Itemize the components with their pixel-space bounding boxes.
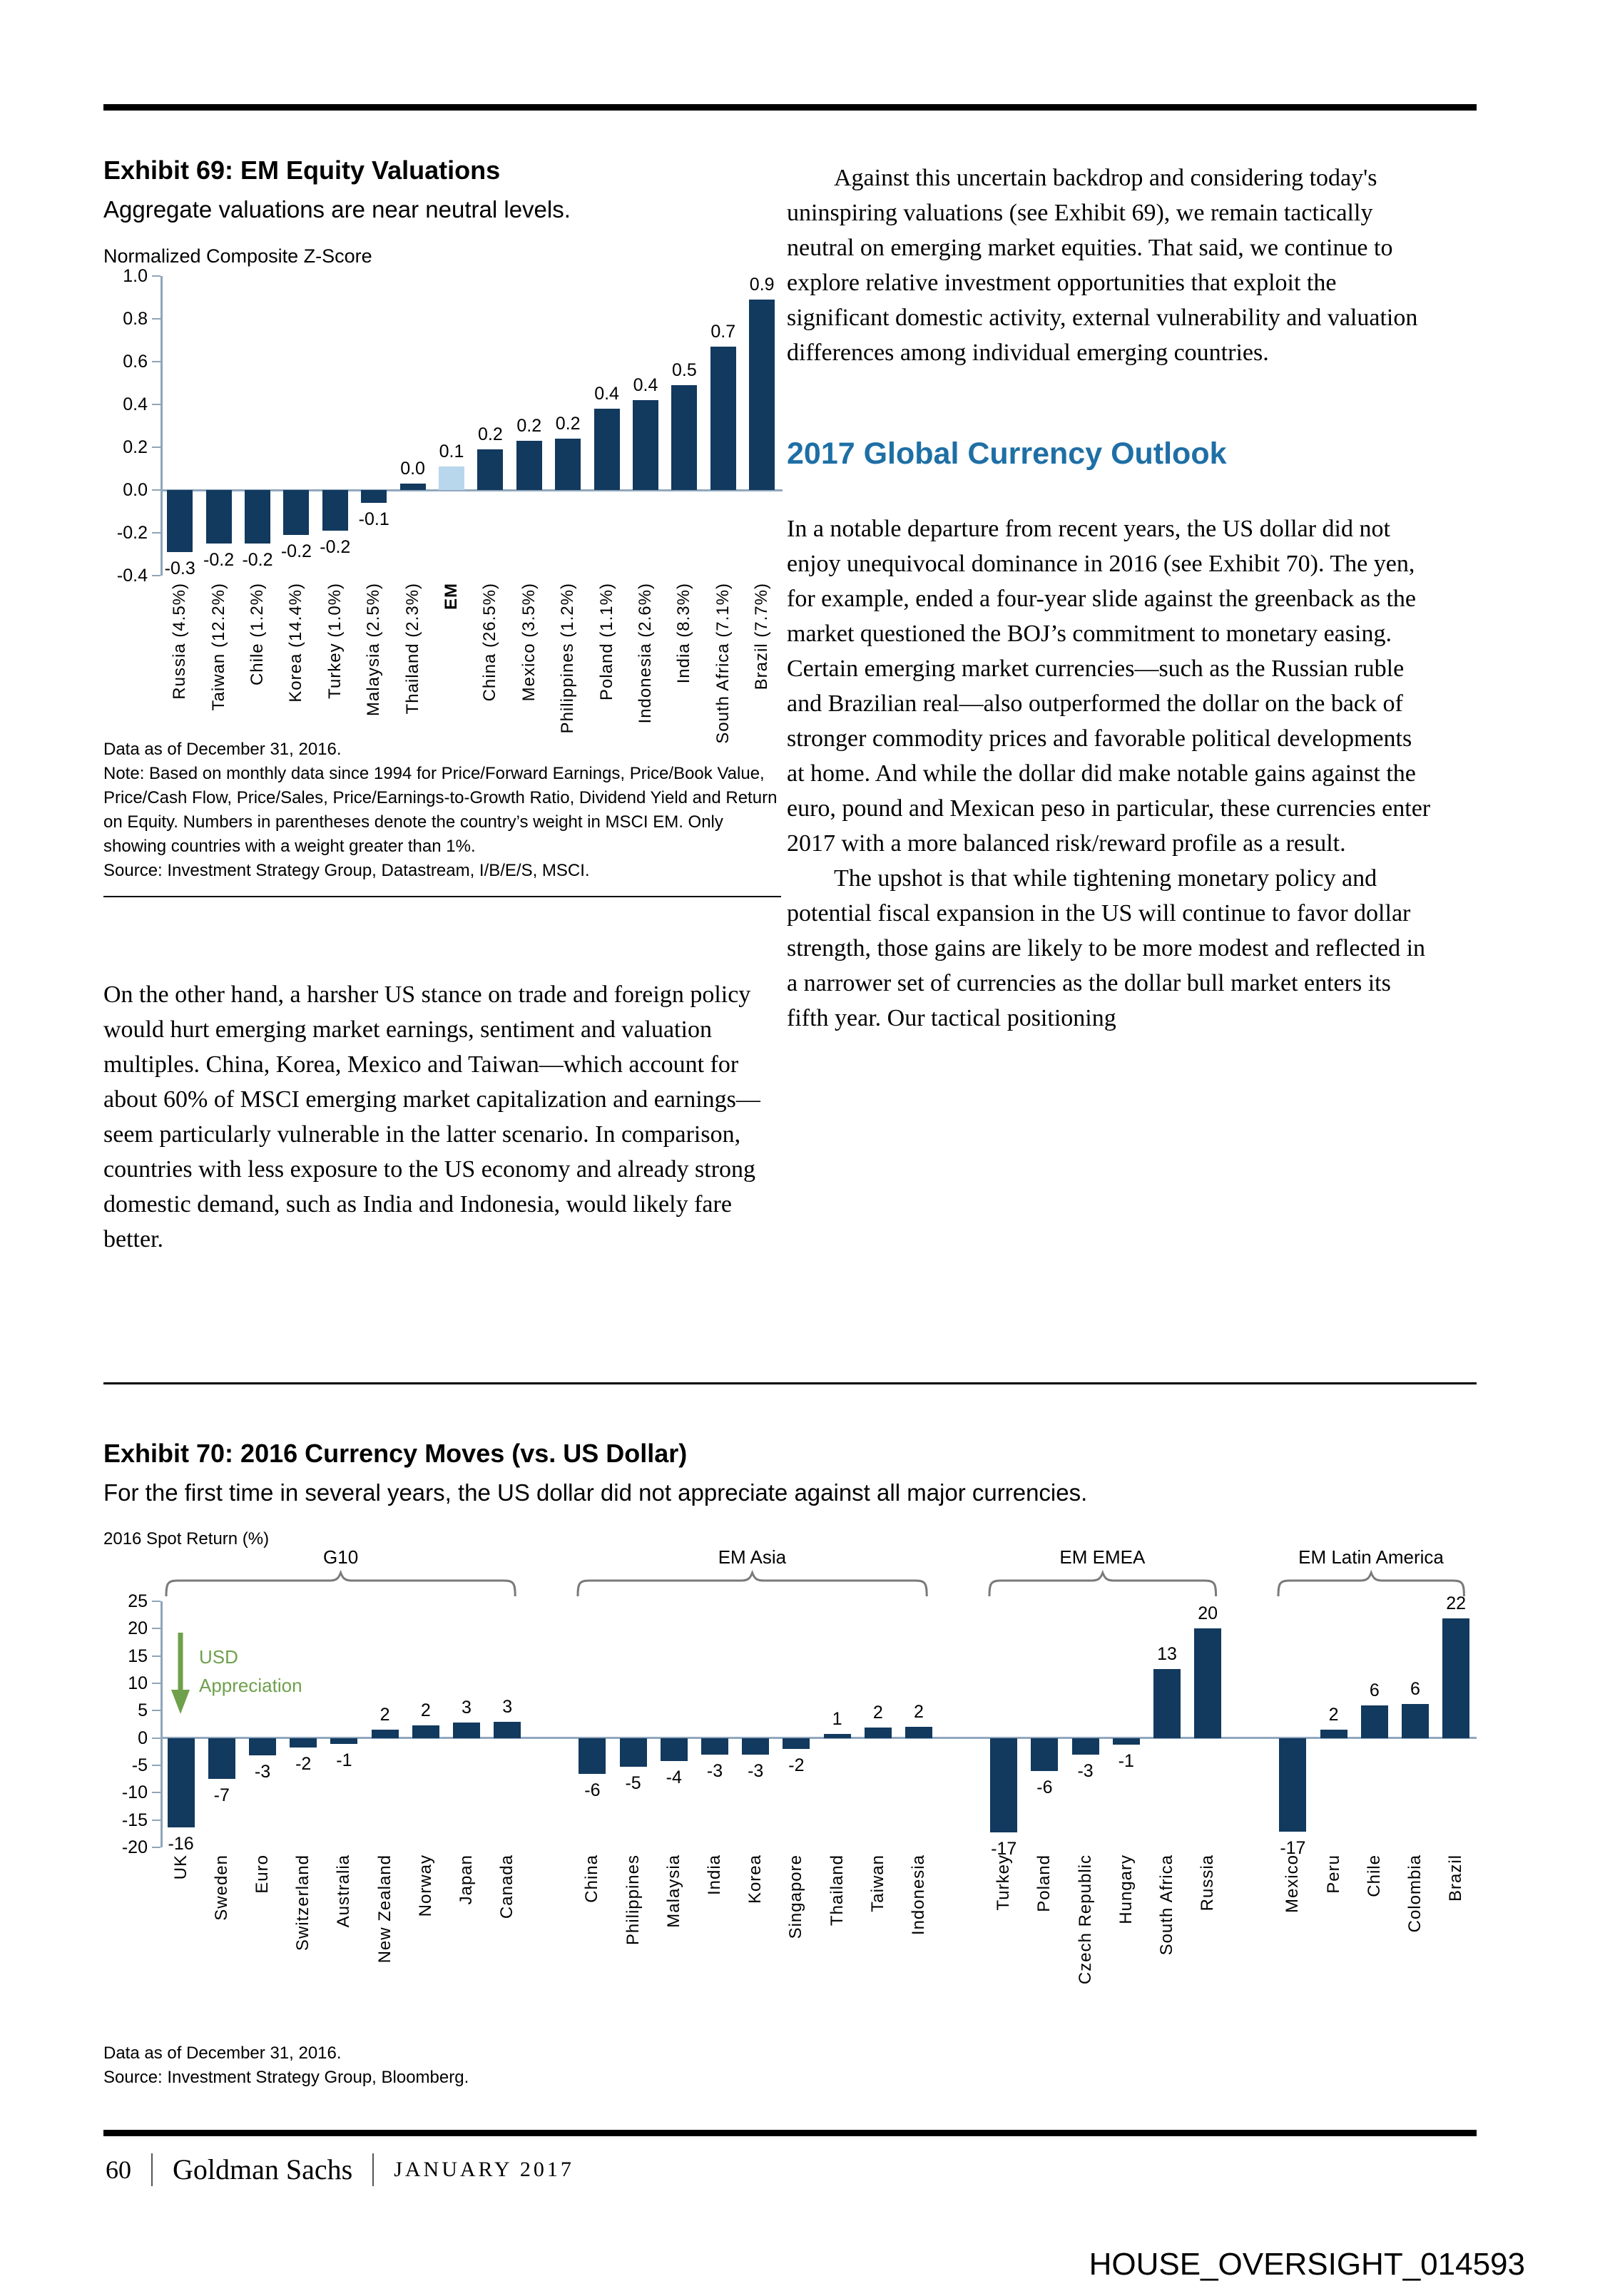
bar xyxy=(168,1738,195,1827)
footer-rule xyxy=(103,2130,1477,2136)
category-label: Malaysia xyxy=(663,1854,683,1928)
right-paragraph-1: Against this uncertain backdrop and considering today's uninspiring valuations (see Exhibit 69), we remain tactically neutral on emerging market equities. That said, we continue to explore relative investment opportunities that exploit the significant domestic activity, external vulnerability and valuation differences among individual emerging countries. xyxy=(787,165,1418,366)
bar xyxy=(742,1738,769,1755)
plot-area xyxy=(121,1591,1477,1859)
y-axis-tick xyxy=(152,1683,160,1684)
bar-value-label: -0.1 xyxy=(358,509,389,529)
exhibit69-chart xyxy=(103,266,781,744)
category-label: Sweden xyxy=(211,1854,231,1921)
footer-separator xyxy=(151,2153,153,2186)
category-label: Russia (4.5%) xyxy=(170,583,190,700)
bar xyxy=(1153,1669,1181,1738)
bar xyxy=(555,439,581,490)
bar xyxy=(400,484,426,490)
note-line: Data as of December 31, 2016. xyxy=(103,740,342,759)
bar-value-label: -7 xyxy=(213,1785,230,1806)
y-tick-label: 0.0 xyxy=(123,480,148,500)
group-brace-icon xyxy=(988,1571,1218,1599)
y-axis-tick xyxy=(152,1628,160,1629)
category-label: Indonesia xyxy=(909,1854,928,1936)
bar xyxy=(477,449,503,490)
y-tick-label: 25 xyxy=(128,1591,148,1611)
y-axis-tick xyxy=(152,532,160,534)
bar xyxy=(1194,1628,1221,1738)
exhibit70-chart-plot-area xyxy=(103,1528,1477,2031)
bar xyxy=(594,409,620,490)
bar xyxy=(1320,1730,1347,1738)
group-label: EM EMEA xyxy=(1059,1546,1146,1568)
y-tick-label: -0.4 xyxy=(116,566,148,586)
bar-value-label: -2 xyxy=(295,1753,312,1774)
bar-value-label: 22 xyxy=(1446,1593,1467,1613)
y-tick-label: 15 xyxy=(128,1646,148,1666)
category-label: India (8.3%) xyxy=(674,583,694,684)
usd-appreciation-label-line: Appreciation xyxy=(199,1675,302,1696)
bar-value-label: -0.2 xyxy=(203,550,235,570)
issue-date: JANUARY 2017 xyxy=(394,2157,574,2181)
y-axis-tick xyxy=(152,1738,160,1739)
bar xyxy=(283,490,309,535)
bar-value-label: 0.2 xyxy=(516,416,542,436)
page-number: 60 xyxy=(106,2155,131,2184)
y-axis-tick xyxy=(152,361,160,362)
bar-value-label: 1 xyxy=(832,1709,842,1730)
category-label: China xyxy=(582,1854,602,1903)
y-axis-tick xyxy=(152,1655,160,1657)
category-label: Malaysia (2.5%) xyxy=(364,583,384,717)
left-column-divider xyxy=(103,896,781,897)
bar-value-label: 0.9 xyxy=(749,275,775,295)
bar xyxy=(824,1734,851,1738)
y-axis-tick xyxy=(152,447,160,448)
bar-value-label: -0.2 xyxy=(280,541,312,561)
exhibit70-notes xyxy=(103,2041,469,2090)
bar xyxy=(1442,1618,1469,1738)
category-label: Brazil (7.7%) xyxy=(752,583,772,690)
bar xyxy=(661,1738,688,1761)
bar-value-label: -4 xyxy=(666,1767,682,1787)
y-tick-label: -10 xyxy=(121,1782,148,1803)
y-tick-label: 0.4 xyxy=(123,394,148,414)
y-axis-line xyxy=(160,276,163,576)
bar xyxy=(330,1738,357,1744)
bar-value-label: -6 xyxy=(1036,1777,1053,1798)
bar-value-label: -3 xyxy=(706,1761,723,1782)
bar-value-label: 0.4 xyxy=(594,384,619,404)
note-line: Source: Investment Strategy Group, Datastream, I/B/E/S, MSCI. xyxy=(103,861,590,880)
bar xyxy=(290,1738,317,1747)
category-label: South Africa (7.1%) xyxy=(713,583,733,744)
section-heading: 2017 Global Currency Outlook xyxy=(787,437,1227,471)
bar-value-label: -6 xyxy=(584,1780,601,1801)
bar-value-label: 2 xyxy=(1328,1705,1339,1725)
bar xyxy=(245,490,270,544)
bar-value-label: 6 xyxy=(1410,1679,1420,1700)
group-label: G10 xyxy=(323,1546,359,1568)
usd-appreciation-arrow-icon xyxy=(165,1633,196,1717)
category-label: Mexico xyxy=(1283,1854,1303,1914)
category-label: Hungary xyxy=(1116,1854,1136,1924)
y-tick-label: -20 xyxy=(121,1837,148,1857)
bar-value-label: 3 xyxy=(462,1698,472,1718)
category-label: Colombia xyxy=(1405,1854,1425,1933)
category-label: Thailand xyxy=(827,1854,847,1927)
bar-value-label: -0.2 xyxy=(242,550,273,570)
category-label: New Zealand xyxy=(374,1854,394,1964)
category-label: Philippines xyxy=(623,1854,643,1946)
y-axis-tick xyxy=(152,489,160,491)
bar-value-label: 0.7 xyxy=(710,322,736,342)
bar xyxy=(1113,1738,1140,1745)
category-label: Thailand (2.3%) xyxy=(402,583,422,715)
bar-value-label: 0.2 xyxy=(555,414,581,434)
bar-value-label: -3 xyxy=(254,1762,271,1782)
bar xyxy=(710,347,736,490)
exhibit69-axis-label: Normalized Composite Z-Score xyxy=(103,245,372,267)
category-label: India xyxy=(705,1854,724,1896)
bar-value-label: 3 xyxy=(502,1697,513,1718)
y-tick-label: -15 xyxy=(121,1810,148,1830)
y-tick-label: 20 xyxy=(128,1618,148,1639)
bar-value-label: -1 xyxy=(336,1750,352,1771)
bar-value-label: -17 xyxy=(1280,1837,1306,1858)
bar xyxy=(439,466,464,490)
category-label: Peru xyxy=(1323,1854,1343,1894)
bar-value-label: 2 xyxy=(872,1703,883,1723)
y-axis-tick xyxy=(152,1792,160,1793)
group-brace-icon xyxy=(576,1571,928,1599)
right-column xyxy=(787,139,1434,1036)
category-label: Singapore xyxy=(786,1854,806,1939)
bar xyxy=(905,1727,932,1738)
exhibit69-title: Exhibit 69: EM Equity Valuations xyxy=(103,155,501,185)
exhibit70-title: Exhibit 70: 2016 Currency Moves (vs. US Dollar) xyxy=(103,1439,688,1468)
footer-separator xyxy=(372,2153,374,2186)
bar-value-label: 2 xyxy=(379,1705,390,1725)
category-label: UK xyxy=(170,1854,190,1880)
category-label: Korea (14.4%) xyxy=(286,583,306,703)
category-label: Canada xyxy=(497,1854,517,1919)
bar xyxy=(167,490,193,552)
usd-appreciation-label xyxy=(199,1643,302,1700)
y-axis-tick xyxy=(152,318,160,320)
category-label: Poland xyxy=(1034,1854,1054,1912)
bar xyxy=(671,385,697,490)
y-axis-line xyxy=(160,1601,163,1847)
x-axis-labels xyxy=(160,576,783,744)
category-label: Switzerland xyxy=(293,1854,313,1951)
bar-value-label: 6 xyxy=(1369,1680,1380,1701)
category-label: Poland (1.1%) xyxy=(596,583,616,701)
y-tick-label: 0 xyxy=(138,1728,148,1748)
category-label: Korea xyxy=(745,1854,765,1904)
exhibit70-chart xyxy=(103,1528,1477,2031)
category-label: EM xyxy=(442,583,461,610)
bar xyxy=(372,1730,399,1738)
exhibit70-axis-label: 2016 Spot Return (%) xyxy=(103,1529,270,1548)
bar xyxy=(783,1738,810,1749)
y-tick-label: 10 xyxy=(128,1673,148,1693)
right-paragraph-3: The upshot is that while tightening monetary policy and potential fiscal expansion in the US will continue to favor dollar strength, those gains are likely to be more modest and reflected in a narrower set of currencies as the dollar bull market enters its fifth year. Our tactical positioning xyxy=(787,865,1426,1031)
bar-value-label: 0.5 xyxy=(672,360,697,380)
bar-value-label: -5 xyxy=(625,1772,641,1793)
note-line: Source: Investment Strategy Group, Bloomberg. xyxy=(103,2068,469,2087)
bar-value-label: -3 xyxy=(748,1760,764,1781)
bar-value-label: 2 xyxy=(914,1702,924,1723)
y-tick-label: 0.8 xyxy=(123,309,148,329)
bar-value-label: 0.1 xyxy=(439,442,464,461)
category-label: Taiwan (12.2%) xyxy=(208,583,228,711)
bar-value-label: 13 xyxy=(1157,1644,1177,1665)
y-axis-tick xyxy=(152,275,160,277)
bar xyxy=(749,300,775,490)
bar xyxy=(494,1722,521,1738)
category-label: Euro xyxy=(253,1854,272,1894)
usd-appreciation-label-line: USD xyxy=(199,1646,238,1668)
category-label: Russia xyxy=(1198,1854,1218,1912)
bar-value-label: 2 xyxy=(420,1700,431,1721)
category-label: Chile (1.2%) xyxy=(248,583,267,686)
bar-value-label: 0.4 xyxy=(633,375,658,395)
exhibit70-subtitle: For the first time in several years, the US dollar did not appreciate against all major currencies. xyxy=(103,1479,1088,1506)
right-paragraph-2: In a notable departure from recent years, the US dollar did not enjoy unequivocal dominance in 2016 (see Exhibit 70). The yen, for example, ended a four-year slide against the greenback as the market questioned the BOJ’s commitment to monetary easing. Certain emerging market currencies—such as the Russian ruble and Brazilian real—also outperformed the dollar on the back of stronger commodity prices and favorable political developments at home. And while the dollar did make notable gains against the euro, pound and Mexican peso in particular, these currencies enter 2017 with a more balanced risk/reward profile as a result. xyxy=(787,516,1431,857)
bar-value-label: -2 xyxy=(788,1755,805,1775)
bar xyxy=(516,441,542,490)
bar xyxy=(701,1738,728,1755)
exhibit69-notes xyxy=(103,738,781,883)
x-axis-labels xyxy=(160,1847,1477,2031)
y-tick-label: -0.2 xyxy=(116,523,148,543)
category-label: Brazil xyxy=(1446,1854,1466,1902)
y-tick-label: 0.6 xyxy=(123,352,148,372)
category-label: China (26.5%) xyxy=(480,583,500,702)
group-label: EM Latin America xyxy=(1298,1546,1444,1568)
bar-value-label: -0.3 xyxy=(164,558,195,578)
bar xyxy=(1402,1704,1429,1738)
brand-name: Goldman Sachs xyxy=(173,2153,353,2185)
bar-value-label: -0.2 xyxy=(320,537,351,557)
y-axis-tick xyxy=(152,1820,160,1821)
bar-value-label: -16 xyxy=(168,1833,194,1854)
bar xyxy=(206,490,232,544)
bates-stamp: HOUSE_OVERSIGHT_014593 xyxy=(1089,2247,1525,2282)
category-label: Japan xyxy=(457,1854,476,1905)
category-label: Turkey (1.0%) xyxy=(325,583,345,699)
exhibit70-header xyxy=(103,1438,1477,1508)
exhibit69-subtitle: Aggregate valuations are near neutral levels. xyxy=(103,196,571,223)
y-axis-tick xyxy=(152,1765,160,1766)
category-label: South Africa xyxy=(1157,1854,1176,1956)
bar-value-label: -1 xyxy=(1118,1750,1134,1771)
bar-value-label: 20 xyxy=(1198,1603,1218,1624)
y-tick-label: 1.0 xyxy=(123,266,148,286)
bar xyxy=(361,490,387,503)
bar xyxy=(412,1725,439,1738)
category-label: Norway xyxy=(415,1854,435,1917)
bar xyxy=(579,1738,606,1775)
category-label: Philippines (1.2%) xyxy=(558,583,578,734)
y-tick-label: -5 xyxy=(131,1755,148,1775)
note-line: Note: Based on monthly data since 1994 for Price/Forward Earnings, Price/Book Value, Price/Cash Flow, Price/Sales, Price/Earnings-to-Growth Ratio, Dividend Yield and Return on Equity. Numbers in parentheses denote the country’s weight in MSCI EM. Only showing countries with a weight greater than 1%. xyxy=(103,764,778,856)
top-rule xyxy=(103,104,1477,111)
group-brace-icon xyxy=(165,1571,516,1599)
bar xyxy=(1361,1705,1388,1738)
y-axis-tick xyxy=(152,1601,160,1602)
y-axis-tick xyxy=(152,404,160,405)
y-axis-tick xyxy=(152,1710,160,1711)
group-label: EM Asia xyxy=(718,1546,787,1568)
category-label: Taiwan xyxy=(867,1854,887,1912)
category-label: Indonesia (2.6%) xyxy=(636,583,655,724)
chart-group-header xyxy=(160,1528,1477,1601)
bar xyxy=(1279,1738,1306,1832)
y-tick-label: 0.2 xyxy=(123,437,148,457)
bar xyxy=(865,1728,892,1738)
bar xyxy=(620,1738,647,1767)
section-divider xyxy=(103,1382,1477,1384)
note-line: Data as of December 31, 2016. xyxy=(103,2044,342,2063)
bar-value-label: -17 xyxy=(991,1838,1017,1859)
bar-value-label: 0.2 xyxy=(478,424,503,444)
category-label: Australia xyxy=(334,1854,354,1928)
category-label: Chile xyxy=(1364,1854,1384,1897)
category-label: Turkey xyxy=(994,1854,1014,1911)
bar xyxy=(453,1723,480,1738)
bar xyxy=(633,400,658,490)
left-paragraph: On the other hand, a harsher US stance on trade and foreign policy would hurt emerging market earnings, sentiment and valuation multiples. China, Korea, Mexico and Taiwan—which account for about 60% of MSCI emerging market capitalization and earnings—seem particularly vulnerable in the latter scenario. In comparison, countries with less exposure to the US economy and already strong domestic demand, such as India and Indonesia, would likely fare better. xyxy=(103,981,760,1252)
left-column xyxy=(103,139,781,1257)
category-label: Mexico (3.5%) xyxy=(519,583,539,702)
category-label: Czech Republic xyxy=(1075,1854,1095,1985)
bar-value-label: -3 xyxy=(1077,1761,1094,1782)
y-tick-label: 5 xyxy=(138,1700,148,1721)
bar-value-label: 0.0 xyxy=(400,459,425,479)
plot-area xyxy=(116,266,783,586)
page-footer xyxy=(106,2153,574,2186)
